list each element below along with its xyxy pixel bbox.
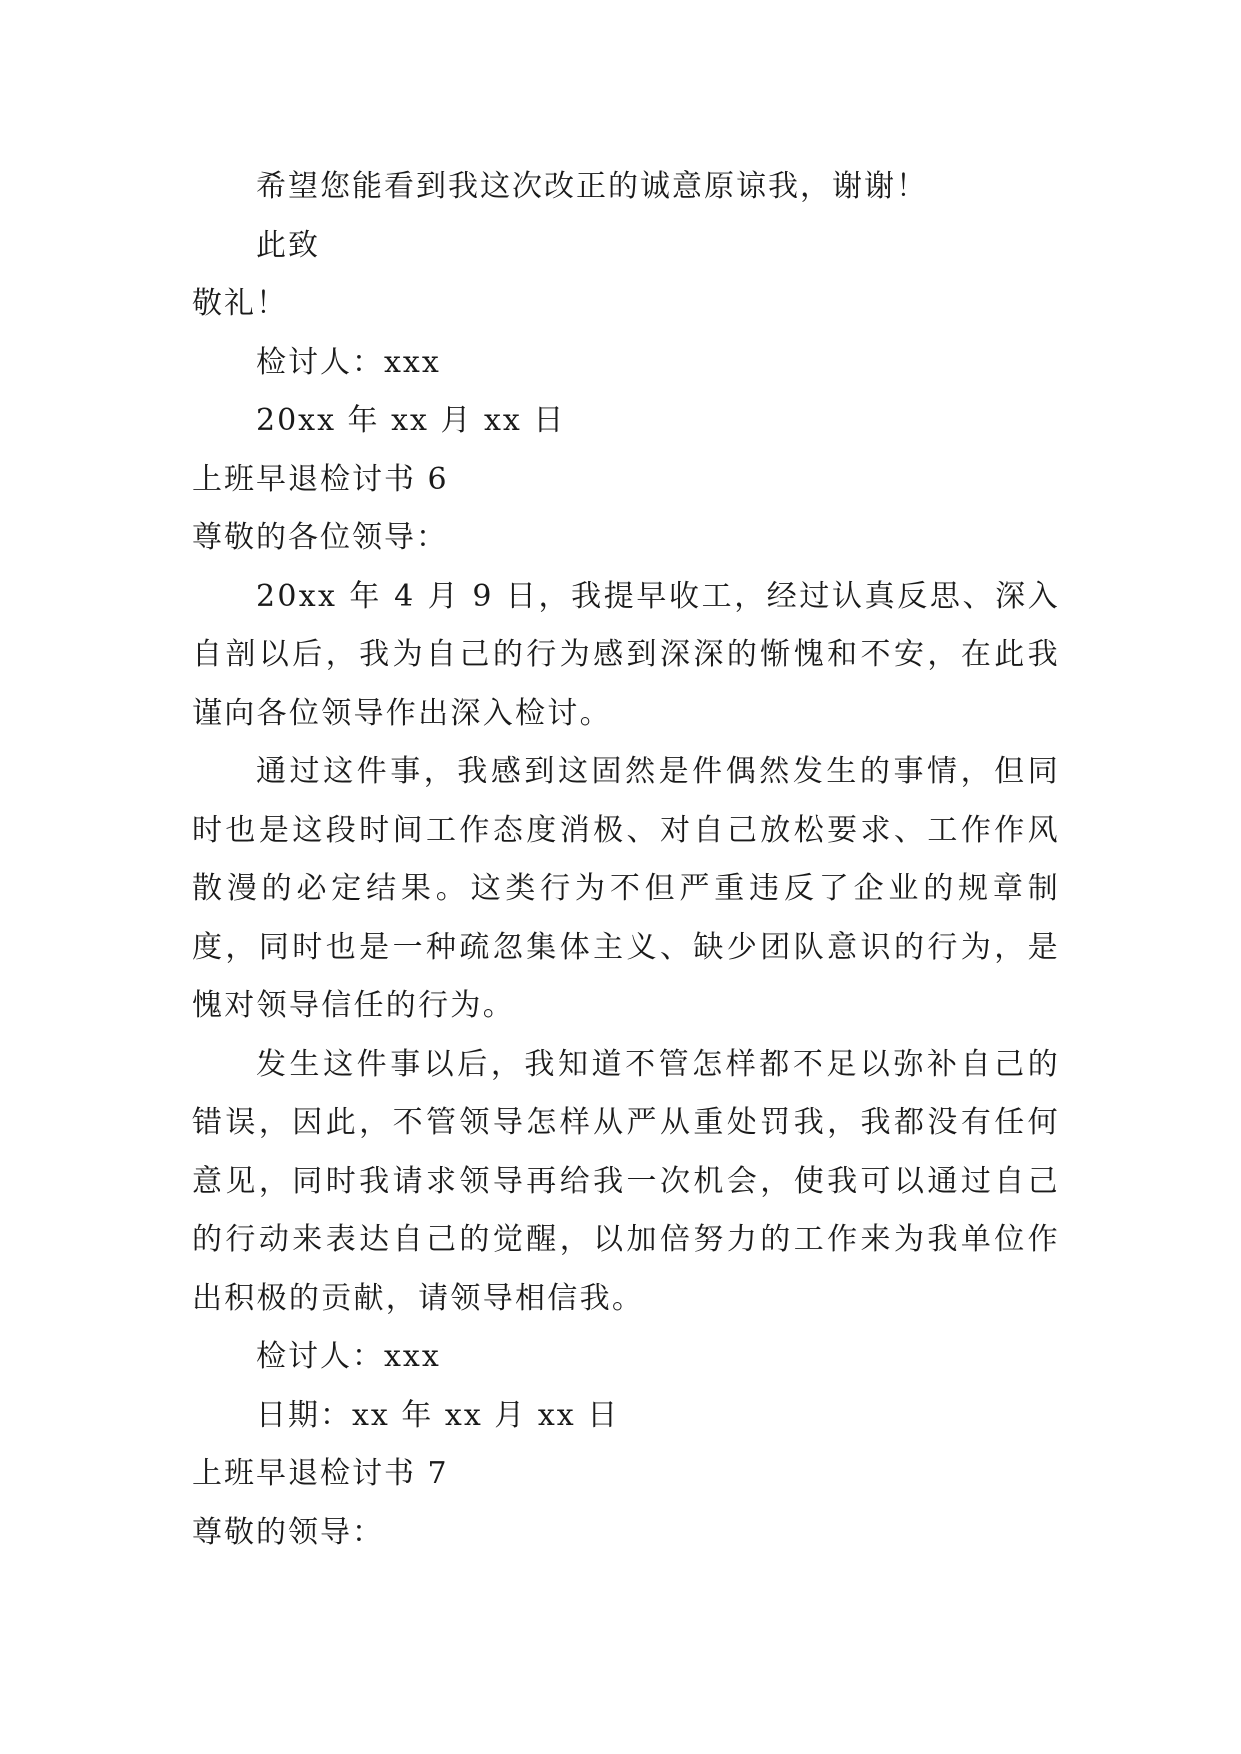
letter-6-paragraph-1: 20xx 年 4 月 9 日，我提早收工，经过认真反思、深入自剖以后，我为自己的行为感到深深的惭愧和不安，在此我谨向各位领导作出深入检讨。: [192, 578, 1060, 731]
document-body: [192, 158, 1060, 1562]
letter-6-paragraph-2: 通过这件事，我感到这固然是件偶然发生的事情，但同时也是这段时间工作态度消极、对自己放松要求、工作作风散漫的必定结果。这类行为不但严重违反了企业的规章制度，同时也是一种疏忽集体主义、缺少团队意识的行为，是愧对领导信任的行为。: [192, 754, 1060, 1023]
letter-6-signer: 检讨人：xxx: [256, 1339, 441, 1374]
signer-line: 检讨人：xxx: [256, 344, 441, 380]
letter-6-date: 日期：xx 年 xx 月 xx 日: [256, 1397, 620, 1433]
salutation-line-2: 敬礼！: [192, 286, 288, 321]
letter-7-title: 上班早退检讨书 7: [192, 1456, 449, 1491]
letter-7-greeting: 尊敬的领导：: [192, 1514, 384, 1550]
date-line: 20xx 年 xx 月 xx 日: [256, 403, 566, 438]
closing-hope-line: 希望您能看到我这次改正的诚意原谅我，谢谢！: [256, 169, 928, 204]
salutation-line-1: 此致: [256, 227, 320, 263]
letter-6-paragraph-3: 发生这件事以后，我知道不管怎样都不足以弥补自己的错误，因此，不管领导怎样从严从重处罚我，我都没有任何意见，同时我请求领导再给我一次机会，使我可以通过自己的行动来表达自己的觉醒，以加倍努力的工作来为我单位作出积极的贡献，请领导相信我。: [192, 1046, 1060, 1316]
letter-6-title: 上班早退检讨书 6: [192, 461, 449, 497]
letter-6-greeting: 尊敬的各位领导：: [192, 520, 448, 555]
